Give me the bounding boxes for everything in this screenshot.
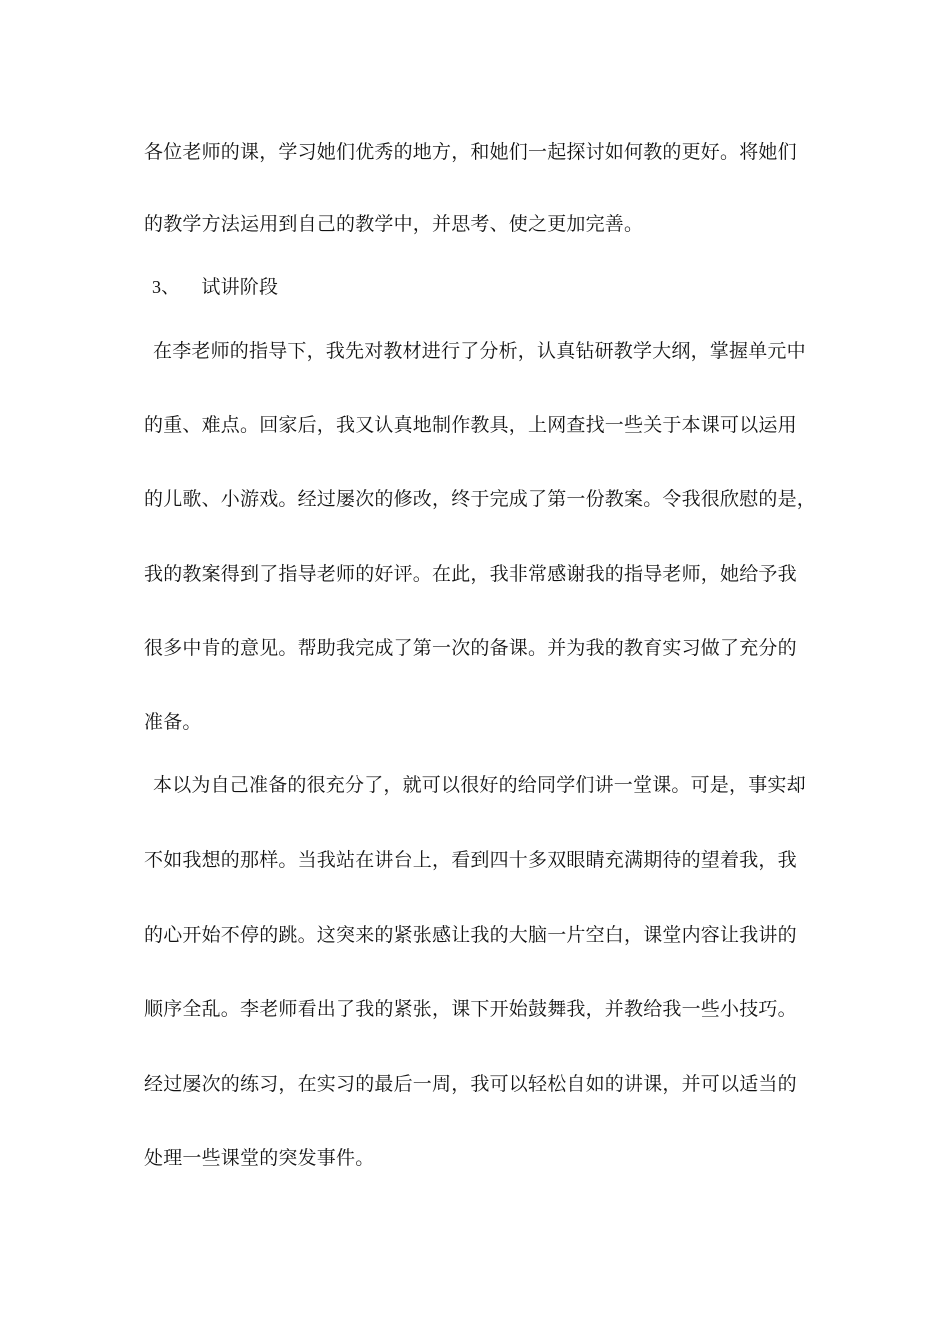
paragraph-line: 本以为自己准备的很充分了，就可以很好的给同学们讲一堂课。可是，事实却 bbox=[153, 774, 806, 796]
paragraph-line: 顺序全乱。李老师看出了我的紧张，课下开始鼓舞我，并教给我一些小技巧。 bbox=[144, 998, 797, 1020]
paragraph-line: 我的教案得到了指导老师的好评。在此，我非常感谢我的指导老师，她给予我 bbox=[144, 563, 797, 585]
paragraph-line: 的重、难点。回家后，我又认真地制作教具，上网查找一些关于本课可以运用 bbox=[144, 414, 797, 436]
paragraph-line: 处理一些课堂的突发事件。 bbox=[144, 1147, 375, 1169]
paragraph-line: 的儿歌、小游戏。经过屡次的修改，终于完成了第一份教案。令我很欣慰的是， bbox=[144, 488, 817, 510]
paragraph-line: 的教学方法运用到自己的教学中，并思考、使之更加完善。 bbox=[144, 213, 644, 235]
paragraph-line: 在李老师的指导下，我先对教材进行了分析，认真钻研教学大纲，掌握单元中 bbox=[153, 340, 806, 362]
paragraph-line: 的心开始不停的跳。这突来的紧张感让我的大脑一片空白，课堂内容让我讲的 bbox=[144, 924, 797, 946]
paragraph-line: 各位老师的课，学习她们优秀的地方，和她们一起探讨如何教的更好。将她们 bbox=[144, 141, 797, 163]
paragraph-line: 很多中肯的意见。帮助我完成了第一次的备课。并为我的教育实习做了充分的 bbox=[144, 637, 797, 659]
section-title: 试讲阶段 bbox=[201, 276, 279, 298]
section-heading bbox=[144, 272, 824, 302]
paragraph-line: 准备。 bbox=[144, 711, 202, 733]
paragraph-line: 不如我想的那样。当我站在讲台上，看到四十多双眼睛充满期待的望着我，我 bbox=[144, 849, 797, 871]
paragraph-line: 经过屡次的练习，在实习的最后一周，我可以轻松自如的讲课，并可以适当的 bbox=[144, 1073, 797, 1095]
section-number: 3、 bbox=[152, 277, 180, 297]
